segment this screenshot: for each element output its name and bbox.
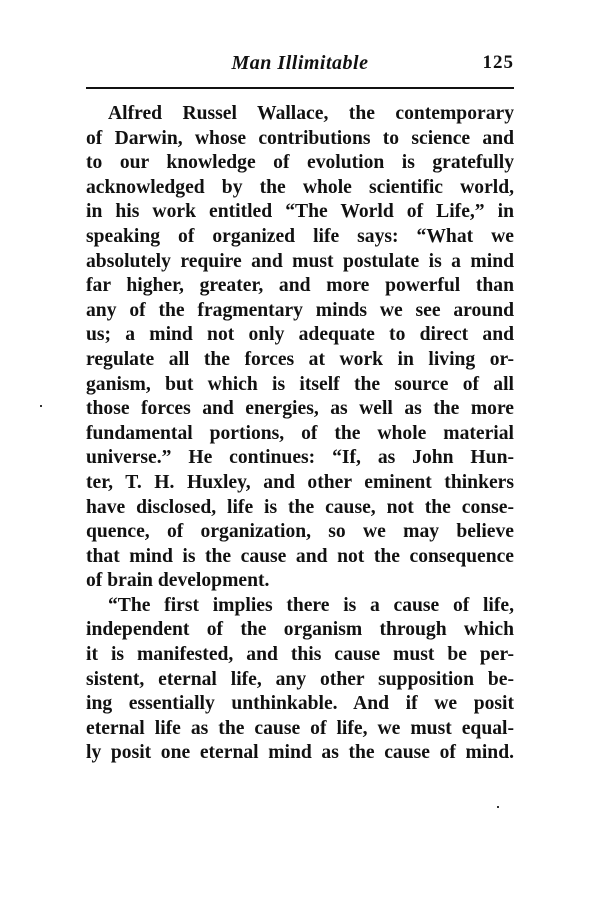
text-line: speaking of organized life says: “What we (86, 225, 514, 247)
text-line: those forces and energies, as well as the more (86, 398, 514, 420)
text-line: of brain development. (86, 570, 270, 592)
text-line: eternal life as the cause of life, we must equal- (86, 717, 514, 739)
text-line: it is manifested, and this cause must be per- (86, 644, 514, 666)
text-line: any of the fragmentary minds we see around (86, 299, 514, 321)
text-line: regulate all the forces at work in living or- (86, 348, 514, 370)
body-text (86, 102, 514, 766)
scan-speck (40, 405, 42, 407)
text-line: of Darwin, whose contributions to science and (86, 127, 514, 149)
page-number: 125 (482, 52, 514, 73)
text-line: quence, of organization, so we may believe (86, 521, 514, 543)
text-line: to our knowledge of evolution is gratefully (86, 152, 514, 174)
text-line: ing essentially unthinkable. And if we posit (86, 693, 514, 715)
text-line: sistent, eternal life, any other supposition be- (86, 668, 514, 690)
page-header (86, 52, 514, 80)
text-line: absolutely require and must postulate is a mind (86, 250, 514, 272)
text-line: in his work entitled “The World of Life,” in (86, 201, 514, 223)
text-line: far higher, greater, and more powerful than (86, 275, 514, 297)
paragraph-2 (86, 594, 514, 766)
text-line: acknowledged by the whole scientific world, (86, 176, 514, 198)
text-line: Alfred Russel Wallace, the contemporary (108, 103, 514, 124)
scan-speck (497, 806, 499, 808)
text-line: ter, T. H. Huxley, and other eminent thinkers (86, 471, 514, 493)
text-line: fundamental portions, of the whole material (86, 422, 514, 444)
text-line: ganism, but which is itself the source of all (86, 373, 514, 395)
text-line: independent of the organism through which (86, 619, 514, 641)
text-line: that mind is the cause and not the consequence (86, 545, 514, 567)
text-line: universe.” He continues: “If, as John Hun- (86, 447, 514, 469)
text-line: ly posit one eternal mind as the cause of mind. (86, 742, 514, 764)
text-line: have disclosed, life is the cause, not the conse- (86, 496, 514, 518)
paragraph-1 (86, 102, 514, 594)
header-rule (86, 87, 514, 89)
running-title: Man Illimitable (231, 52, 369, 74)
text-line: “The first implies there is a cause of life, (108, 594, 514, 616)
text-line: us; a mind not only adequate to direct and (86, 324, 514, 346)
